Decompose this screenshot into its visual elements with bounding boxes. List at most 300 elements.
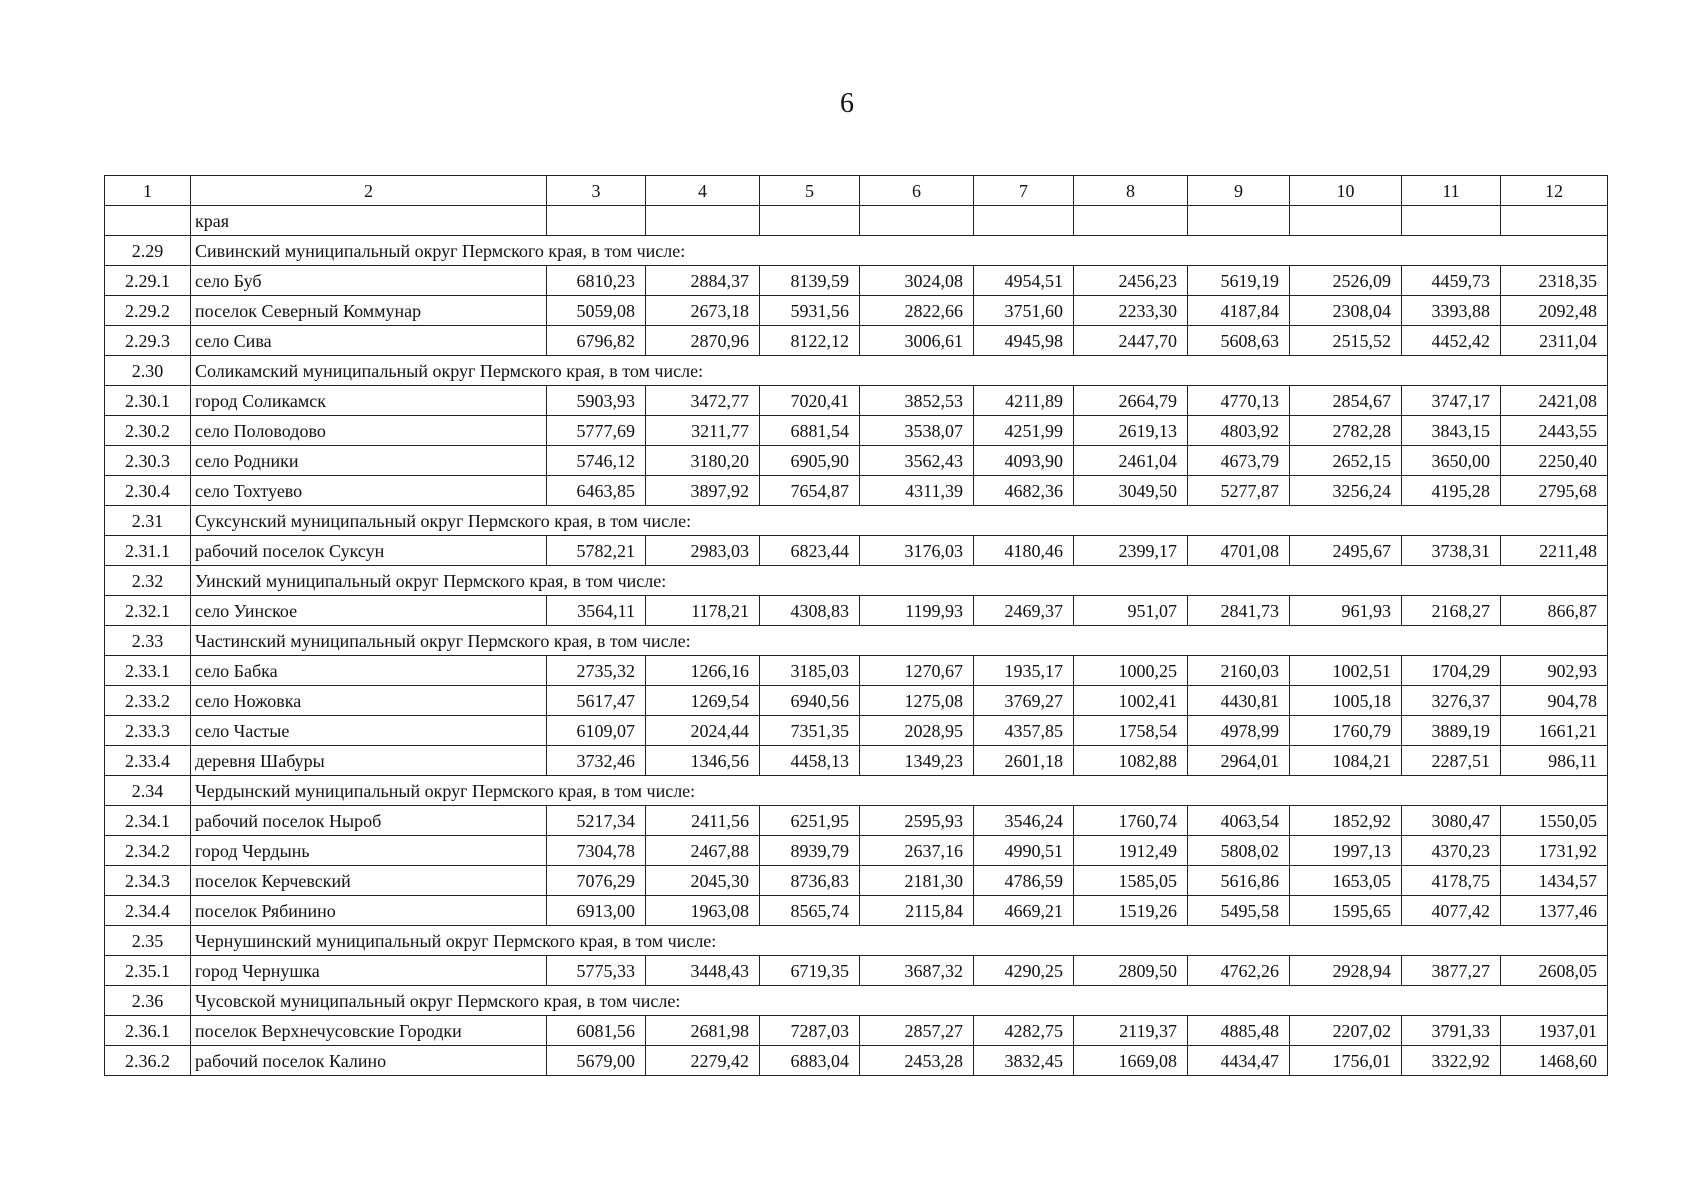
column-number-cell: 6: [860, 176, 974, 206]
value-cell: 1760,74: [1074, 806, 1188, 836]
value-cell: 2822,66: [860, 296, 974, 326]
value-cell: 2601,18: [974, 746, 1074, 776]
district-group-row: [105, 626, 1608, 656]
value-cell: [860, 206, 974, 236]
locality-name-cell: город Чернушка: [191, 956, 547, 986]
value-cell: 2928,94: [1290, 956, 1402, 986]
value-cell: 4063,54: [1188, 806, 1290, 836]
value-cell: 8939,79: [760, 836, 860, 866]
value-cell: 4077,42: [1402, 896, 1501, 926]
value-cell: 4195,28: [1402, 476, 1501, 506]
locality-name-cell: края: [191, 206, 547, 236]
table-row: [105, 446, 1608, 476]
value-cell: 2673,18: [646, 296, 760, 326]
column-number-row: [105, 176, 1608, 206]
value-cell: 4311,39: [860, 476, 974, 506]
table-row: [105, 866, 1608, 896]
value-cell: 1595,65: [1290, 896, 1402, 926]
value-cell: 3650,00: [1402, 446, 1501, 476]
row-number-cell: 2.34.2: [105, 836, 191, 866]
value-cell: 1669,08: [1074, 1046, 1188, 1076]
value-cell: 7020,41: [760, 386, 860, 416]
locality-name-cell: поселок Керчевский: [191, 866, 547, 896]
value-cell: 1002,51: [1290, 656, 1402, 686]
value-cell: 7304,78: [547, 836, 646, 866]
value-cell: 1178,21: [646, 596, 760, 626]
row-number-cell: 2.30: [105, 356, 191, 386]
district-name-cell: Уинский муниципальный округ Пермского края, в том числе:: [191, 566, 1608, 596]
value-cell: 1550,05: [1501, 806, 1608, 836]
row-number-cell: 2.33: [105, 626, 191, 656]
value-cell: 1704,29: [1402, 656, 1501, 686]
value-cell: 5495,58: [1188, 896, 1290, 926]
value-cell: 986,11: [1501, 746, 1608, 776]
district-group-row: [105, 356, 1608, 386]
locality-name-cell: поселок Верхнечусовские Городки: [191, 1016, 547, 1046]
value-cell: 4211,89: [974, 386, 1074, 416]
value-cell: 3185,03: [760, 656, 860, 686]
value-cell: 951,07: [1074, 596, 1188, 626]
table-row: [105, 716, 1608, 746]
locality-name-cell: село Половодово: [191, 416, 547, 446]
table-row: [105, 896, 1608, 926]
value-cell: 1468,60: [1501, 1046, 1608, 1076]
district-name-cell: Суксунский муниципальный округ Пермского края, в том числе:: [191, 506, 1608, 536]
value-cell: 8122,12: [760, 326, 860, 356]
value-cell: 4251,99: [974, 416, 1074, 446]
value-cell: 4282,75: [974, 1016, 1074, 1046]
value-cell: 3176,03: [860, 536, 974, 566]
value-cell: 2168,27: [1402, 596, 1501, 626]
value-cell: 1269,54: [646, 686, 760, 716]
value-cell: 1997,13: [1290, 836, 1402, 866]
value-cell: 866,87: [1501, 596, 1608, 626]
value-cell: 2443,55: [1501, 416, 1608, 446]
value-cell: 3687,32: [860, 956, 974, 986]
locality-name-cell: деревня Шабуры: [191, 746, 547, 776]
row-number-cell: 2.34.3: [105, 866, 191, 896]
row-number-cell: 2.34.4: [105, 896, 191, 926]
value-cell: 904,78: [1501, 686, 1608, 716]
value-cell: 5746,12: [547, 446, 646, 476]
value-cell: 3080,47: [1402, 806, 1501, 836]
value-cell: 2681,98: [646, 1016, 760, 1046]
value-cell: 1852,92: [1290, 806, 1402, 836]
value-cell: 2160,03: [1188, 656, 1290, 686]
value-cell: 1935,17: [974, 656, 1074, 686]
locality-name-cell: село Буб: [191, 266, 547, 296]
table-row: [105, 326, 1608, 356]
value-cell: 4701,08: [1188, 536, 1290, 566]
column-number-cell: 11: [1402, 176, 1501, 206]
value-cell: 2207,02: [1290, 1016, 1402, 1046]
table-row: [105, 476, 1608, 506]
value-cell: 5616,86: [1188, 866, 1290, 896]
value-cell: 1199,93: [860, 596, 974, 626]
district-name-cell: Соликамский муниципальный округ Пермского края, в том числе:: [191, 356, 1608, 386]
value-cell: 3049,50: [1074, 476, 1188, 506]
row-number-cell: 2.30.1: [105, 386, 191, 416]
value-cell: 3024,08: [860, 266, 974, 296]
value-cell: 4673,79: [1188, 446, 1290, 476]
value-cell: 1434,57: [1501, 866, 1608, 896]
table-row: [105, 386, 1608, 416]
value-cell: 2453,28: [860, 1046, 974, 1076]
value-cell: 2595,93: [860, 806, 974, 836]
value-cell: 4434,47: [1188, 1046, 1290, 1076]
value-cell: 6940,56: [760, 686, 860, 716]
value-cell: 2115,84: [860, 896, 974, 926]
column-number-cell: 3: [547, 176, 646, 206]
value-cell: 4357,85: [974, 716, 1074, 746]
value-cell: 4178,75: [1402, 866, 1501, 896]
value-cell: 1912,49: [1074, 836, 1188, 866]
row-number-cell: 2.32.1: [105, 596, 191, 626]
value-cell: 3751,60: [974, 296, 1074, 326]
locality-name-cell: село Сива: [191, 326, 547, 356]
value-cell: 3738,31: [1402, 536, 1501, 566]
value-cell: 3832,45: [974, 1046, 1074, 1076]
value-cell: 5808,02: [1188, 836, 1290, 866]
value-cell: 2870,96: [646, 326, 760, 356]
value-cell: 3852,53: [860, 386, 974, 416]
value-cell: 2637,16: [860, 836, 974, 866]
row-number-cell: 2.36: [105, 986, 191, 1016]
value-cell: 7287,03: [760, 1016, 860, 1046]
value-cell: 4803,92: [1188, 416, 1290, 446]
value-cell: 2857,27: [860, 1016, 974, 1046]
value-cell: 2399,17: [1074, 536, 1188, 566]
row-number-cell: 2.32: [105, 566, 191, 596]
value-cell: 1275,08: [860, 686, 974, 716]
value-cell: [1402, 206, 1501, 236]
value-cell: 2664,79: [1074, 386, 1188, 416]
district-group-row: [105, 506, 1608, 536]
value-cell: 1585,05: [1074, 866, 1188, 896]
locality-name-cell: село Родники: [191, 446, 547, 476]
value-cell: 4370,23: [1402, 836, 1501, 866]
value-cell: 3180,20: [646, 446, 760, 476]
table-row: [105, 416, 1608, 446]
value-cell: 3897,92: [646, 476, 760, 506]
table-row: [105, 806, 1608, 836]
value-cell: 2456,23: [1074, 266, 1188, 296]
locality-name-cell: город Чердынь: [191, 836, 547, 866]
value-cell: 1937,01: [1501, 1016, 1608, 1046]
value-cell: 2028,95: [860, 716, 974, 746]
value-cell: 3546,24: [974, 806, 1074, 836]
value-cell: 6796,82: [547, 326, 646, 356]
value-cell: 2181,30: [860, 866, 974, 896]
value-cell: 6719,35: [760, 956, 860, 986]
row-number-cell: 2.29: [105, 236, 191, 266]
value-cell: 2024,44: [646, 716, 760, 746]
value-cell: 1756,01: [1290, 1046, 1402, 1076]
value-cell: 2233,30: [1074, 296, 1188, 326]
value-cell: 7654,87: [760, 476, 860, 506]
value-cell: 3393,88: [1402, 296, 1501, 326]
value-cell: 2652,15: [1290, 446, 1402, 476]
value-cell: 2461,04: [1074, 446, 1188, 476]
column-number-cell: 7: [974, 176, 1074, 206]
value-cell: 5775,33: [547, 956, 646, 986]
row-number-cell: 2.33.2: [105, 686, 191, 716]
value-cell: 3562,43: [860, 446, 974, 476]
column-number-cell: 4: [646, 176, 760, 206]
value-cell: 3448,43: [646, 956, 760, 986]
table-row: [105, 1016, 1608, 1046]
row-number-cell: 2.31.1: [105, 536, 191, 566]
value-cell: 6463,85: [547, 476, 646, 506]
column-number-cell: 12: [1501, 176, 1608, 206]
district-group-row: [105, 236, 1608, 266]
locality-name-cell: город Соликамск: [191, 386, 547, 416]
value-cell: 1760,79: [1290, 716, 1402, 746]
value-cell: 4990,51: [974, 836, 1074, 866]
value-cell: 2782,28: [1290, 416, 1402, 446]
value-cell: 1084,21: [1290, 746, 1402, 776]
column-number-cell: 2: [191, 176, 547, 206]
value-cell: 2608,05: [1501, 956, 1608, 986]
value-cell: 4786,59: [974, 866, 1074, 896]
locality-name-cell: рабочий поселок Ныроб: [191, 806, 547, 836]
value-cell: 3791,33: [1402, 1016, 1501, 1046]
row-number-cell: 2.33.4: [105, 746, 191, 776]
value-cell: 2526,09: [1290, 266, 1402, 296]
value-cell: 4945,98: [974, 326, 1074, 356]
value-cell: 3843,15: [1402, 416, 1501, 446]
value-cell: 2469,37: [974, 596, 1074, 626]
table-row: [105, 296, 1608, 326]
value-cell: 3877,27: [1402, 956, 1501, 986]
column-number-cell: 8: [1074, 176, 1188, 206]
value-cell: 5617,47: [547, 686, 646, 716]
value-cell: 902,93: [1501, 656, 1608, 686]
column-number-cell: 5: [760, 176, 860, 206]
value-cell: 7076,29: [547, 866, 646, 896]
value-cell: 2279,42: [646, 1046, 760, 1076]
value-cell: 6913,00: [547, 896, 646, 926]
value-cell: 4682,36: [974, 476, 1074, 506]
row-number-cell: 2.30.3: [105, 446, 191, 476]
district-name-cell: Частинский муниципальный округ Пермского края, в том числе:: [191, 626, 1608, 656]
value-cell: 5903,93: [547, 386, 646, 416]
locality-name-cell: село Уинское: [191, 596, 547, 626]
value-cell: 6881,54: [760, 416, 860, 446]
table-body: [105, 176, 1608, 1076]
value-cell: 2854,67: [1290, 386, 1402, 416]
locality-name-cell: село Бабка: [191, 656, 547, 686]
locality-name-cell: рабочий поселок Суксун: [191, 536, 547, 566]
value-cell: 1005,18: [1290, 686, 1402, 716]
locality-name-cell: рабочий поселок Калино: [191, 1046, 547, 1076]
value-cell: 2308,04: [1290, 296, 1402, 326]
value-cell: 5217,34: [547, 806, 646, 836]
district-name-cell: Чернушинский муниципальный округ Пермского края, в том числе:: [191, 926, 1608, 956]
value-cell: [974, 206, 1074, 236]
row-number-cell: 2.35: [105, 926, 191, 956]
district-group-row: [105, 776, 1608, 806]
table-row: [105, 596, 1608, 626]
value-cell: 2619,13: [1074, 416, 1188, 446]
row-number-cell: 2.29.1: [105, 266, 191, 296]
row-number-cell: 2.29.3: [105, 326, 191, 356]
value-cell: 2092,48: [1501, 296, 1608, 326]
value-cell: 1758,54: [1074, 716, 1188, 746]
row-number-cell: 2.34: [105, 776, 191, 806]
value-cell: 3322,92: [1402, 1046, 1501, 1076]
value-cell: 1346,56: [646, 746, 760, 776]
column-number-cell: 9: [1188, 176, 1290, 206]
value-cell: 2467,88: [646, 836, 760, 866]
value-cell: [646, 206, 760, 236]
table-row: [105, 536, 1608, 566]
row-number-cell: 2.33.3: [105, 716, 191, 746]
table-row: [105, 656, 1608, 686]
value-cell: 6823,44: [760, 536, 860, 566]
value-cell: 2411,56: [646, 806, 760, 836]
value-cell: 2287,51: [1402, 746, 1501, 776]
value-cell: 4452,42: [1402, 326, 1501, 356]
value-cell: [1074, 206, 1188, 236]
value-cell: 7351,35: [760, 716, 860, 746]
value-cell: 4459,73: [1402, 266, 1501, 296]
value-cell: [1188, 206, 1290, 236]
value-cell: 4430,81: [1188, 686, 1290, 716]
value-cell: 3472,77: [646, 386, 760, 416]
value-cell: 1519,26: [1074, 896, 1188, 926]
value-cell: 4187,84: [1188, 296, 1290, 326]
value-cell: 1000,25: [1074, 656, 1188, 686]
value-cell: 2515,52: [1290, 326, 1402, 356]
value-cell: 5608,63: [1188, 326, 1290, 356]
value-cell: 2735,32: [547, 656, 646, 686]
row-number-cell: 2.29.2: [105, 296, 191, 326]
continuation-row: [105, 206, 1608, 236]
locality-name-cell: поселок Рябинино: [191, 896, 547, 926]
district-group-row: [105, 566, 1608, 596]
value-cell: 2964,01: [1188, 746, 1290, 776]
value-cell: 3732,46: [547, 746, 646, 776]
value-cell: 2045,30: [646, 866, 760, 896]
row-number-cell: 2.36.2: [105, 1046, 191, 1076]
value-cell: 1377,46: [1501, 896, 1608, 926]
value-cell: 2809,50: [1074, 956, 1188, 986]
column-number-cell: 10: [1290, 176, 1402, 206]
value-cell: 1731,92: [1501, 836, 1608, 866]
value-cell: 1653,05: [1290, 866, 1402, 896]
table-row: [105, 1046, 1608, 1076]
table-row: [105, 836, 1608, 866]
row-number-cell: 2.36.1: [105, 1016, 191, 1046]
value-cell: 5931,56: [760, 296, 860, 326]
tariff-table: [104, 175, 1608, 1076]
value-cell: 6109,07: [547, 716, 646, 746]
district-name-cell: Чусовской муниципальный округ Пермского края, в том числе:: [191, 986, 1608, 1016]
value-cell: 3256,24: [1290, 476, 1402, 506]
table-row: [105, 266, 1608, 296]
table-row: [105, 746, 1608, 776]
table-row: [105, 686, 1608, 716]
value-cell: 4093,90: [974, 446, 1074, 476]
value-cell: 5782,21: [547, 536, 646, 566]
value-cell: 4762,26: [1188, 956, 1290, 986]
locality-name-cell: поселок Северный Коммунар: [191, 296, 547, 326]
value-cell: 2841,73: [1188, 596, 1290, 626]
value-cell: 1082,88: [1074, 746, 1188, 776]
value-cell: 3276,37: [1402, 686, 1501, 716]
value-cell: 3006,61: [860, 326, 974, 356]
page-number: 6: [840, 88, 854, 119]
value-cell: 4290,25: [974, 956, 1074, 986]
value-cell: 4954,51: [974, 266, 1074, 296]
district-name-cell: Сивинский муниципальный округ Пермского края, в том числе:: [191, 236, 1608, 266]
value-cell: 4770,13: [1188, 386, 1290, 416]
row-number-cell: 2.30.2: [105, 416, 191, 446]
value-cell: 1349,23: [860, 746, 974, 776]
value-cell: 4885,48: [1188, 1016, 1290, 1046]
value-cell: 5619,19: [1188, 266, 1290, 296]
value-cell: 2311,04: [1501, 326, 1608, 356]
value-cell: 2421,08: [1501, 386, 1608, 416]
value-cell: 2795,68: [1501, 476, 1608, 506]
value-cell: 2318,35: [1501, 266, 1608, 296]
row-number-cell: 2.34.1: [105, 806, 191, 836]
value-cell: 8565,74: [760, 896, 860, 926]
value-cell: [1501, 206, 1608, 236]
value-cell: 2250,40: [1501, 446, 1608, 476]
value-cell: 3889,19: [1402, 716, 1501, 746]
value-cell: 4458,13: [760, 746, 860, 776]
value-cell: 3564,11: [547, 596, 646, 626]
value-cell: 2211,48: [1501, 536, 1608, 566]
value-cell: 961,93: [1290, 596, 1402, 626]
value-cell: 1661,21: [1501, 716, 1608, 746]
value-cell: [547, 206, 646, 236]
value-cell: 6883,04: [760, 1046, 860, 1076]
row-number-cell: [105, 206, 191, 236]
district-name-cell: Чердынский муниципальный округ Пермского края, в том числе:: [191, 776, 1608, 806]
value-cell: 8139,59: [760, 266, 860, 296]
value-cell: 5277,87: [1188, 476, 1290, 506]
value-cell: [1290, 206, 1402, 236]
value-cell: 2495,67: [1290, 536, 1402, 566]
value-cell: 4978,99: [1188, 716, 1290, 746]
value-cell: 5679,00: [547, 1046, 646, 1076]
table-row: [105, 956, 1608, 986]
value-cell: 2119,37: [1074, 1016, 1188, 1046]
value-cell: 3538,07: [860, 416, 974, 446]
value-cell: 5059,08: [547, 296, 646, 326]
value-cell: 2447,70: [1074, 326, 1188, 356]
value-cell: 1266,16: [646, 656, 760, 686]
row-number-cell: 2.30.4: [105, 476, 191, 506]
value-cell: [760, 206, 860, 236]
value-cell: 4180,46: [974, 536, 1074, 566]
value-cell: 1963,08: [646, 896, 760, 926]
value-cell: 2884,37: [646, 266, 760, 296]
locality-name-cell: село Частые: [191, 716, 547, 746]
value-cell: 1270,67: [860, 656, 974, 686]
value-cell: 6810,23: [547, 266, 646, 296]
value-cell: 2983,03: [646, 536, 760, 566]
value-cell: 4669,21: [974, 896, 1074, 926]
locality-name-cell: село Тохтуево: [191, 476, 547, 506]
value-cell: 4308,83: [760, 596, 860, 626]
value-cell: 6081,56: [547, 1016, 646, 1046]
value-cell: 5777,69: [547, 416, 646, 446]
row-number-cell: 2.31: [105, 506, 191, 536]
